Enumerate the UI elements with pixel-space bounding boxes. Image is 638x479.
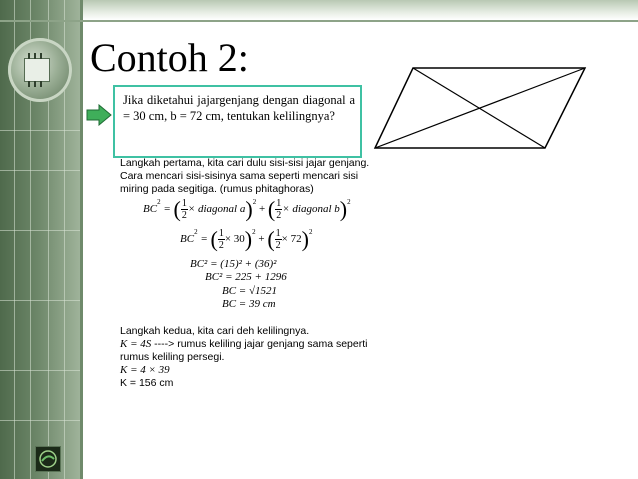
decor-vertical-line: [80, 0, 83, 479]
step1-line2: Cara mencari sisi-sisinya sama seperti mencari sisi: [120, 170, 359, 182]
equation-1: $BC^2$ = ( $\frac{1}{2}$ × diagonal a)$^2$ + ( $\frac{1}{2}$ × diagonal b)$^2$: [143, 196, 351, 222]
step2-line1: Langkah kedua, kita cari deh kelilingnya.: [120, 325, 310, 337]
eq2-term-a: × 30: [224, 233, 245, 246]
equation-6: BC = 39 cm: [222, 298, 276, 310]
eq1-lhs: BC: [143, 203, 158, 216]
eq2-lhs: BC: [180, 233, 195, 246]
frac-num-c: 1: [218, 228, 224, 239]
paren-open-d: (: [267, 226, 275, 252]
frac-num-d: 1: [275, 228, 281, 239]
fraction-half-d: [275, 228, 282, 251]
right-arrow-icon: [86, 104, 112, 126]
paren-open-c: (: [210, 226, 218, 252]
parallelogram-diagram-icon: [373, 66, 589, 150]
chip-icon: [24, 58, 50, 82]
eq1-exp-a: 2: [252, 198, 257, 206]
frac-num: 1: [181, 198, 187, 209]
paren-close: ): [245, 196, 253, 222]
step1-line3: miring pada segitiga. (rumus phitaghoras): [120, 183, 314, 195]
step2-result: K = 156 cm: [120, 377, 174, 389]
frac-den-b: 2: [276, 210, 282, 221]
formula-keliling: K = 4S: [120, 338, 152, 350]
decor-horizontal-line: [0, 20, 638, 22]
step1-line1: Langkah pertama, kita cari dulu sisi-sisi jajar genjang.: [120, 157, 370, 169]
eq1-exp: 2: [157, 198, 161, 206]
frac-num-b: 1: [276, 198, 282, 209]
eq1-plus: +: [258, 203, 266, 216]
step2-line3: rumus keliling persegi.: [120, 351, 225, 363]
step2-line2: [120, 338, 367, 351]
step2-calc: K = 4 × 39: [120, 364, 170, 376]
equation-4: BC² = 225 + 1296: [205, 271, 287, 283]
paren-open-b: (: [267, 196, 276, 222]
eq2-exp: 2: [194, 228, 198, 236]
paren-open: (: [173, 196, 181, 222]
frac-den: 2: [181, 210, 187, 221]
eq1-exp-b: 2: [347, 198, 351, 206]
corner-logo-icon[interactable]: [35, 446, 61, 472]
top-decor-band: [80, 0, 638, 20]
paren-close-b: ): [339, 196, 348, 222]
paren-close-c: ): [244, 226, 253, 252]
eq2-exp-a: 2: [252, 228, 256, 236]
equation-2: $BC^2$ = ( $\frac{1}{2}$ × 30)$^2$ + ( $\frac{1}{2}$ × 72)$^2$: [180, 226, 313, 252]
eq1-term-a: × diagonal a: [187, 203, 246, 216]
equation-5: BC = √1521: [222, 285, 278, 297]
slide-title: Contoh 2:: [90, 35, 249, 80]
eq2-exp-b: 2: [308, 228, 313, 236]
problem-statement-box: Jika diketahui jajargenjang dengan diagonal a = 30 cm, b = 72 cm, tentukan kelilingnya?: [113, 85, 362, 158]
step2-line2-text: ----> rumus keliling jajar genjang sama seperti: [151, 338, 368, 350]
frac-den-d: 2: [275, 240, 281, 251]
eq1-term-b: × diagonal b: [282, 203, 340, 216]
paren-close-d: ): [301, 226, 309, 252]
frac-den-c: 2: [218, 240, 224, 251]
fraction-half: [181, 198, 188, 221]
eq2-term-b: × 72: [281, 233, 302, 246]
fraction-half-c: [218, 228, 225, 251]
eq2-plus: +: [258, 233, 265, 246]
equation-3: BC² = (15)² + (36)²: [190, 258, 277, 270]
